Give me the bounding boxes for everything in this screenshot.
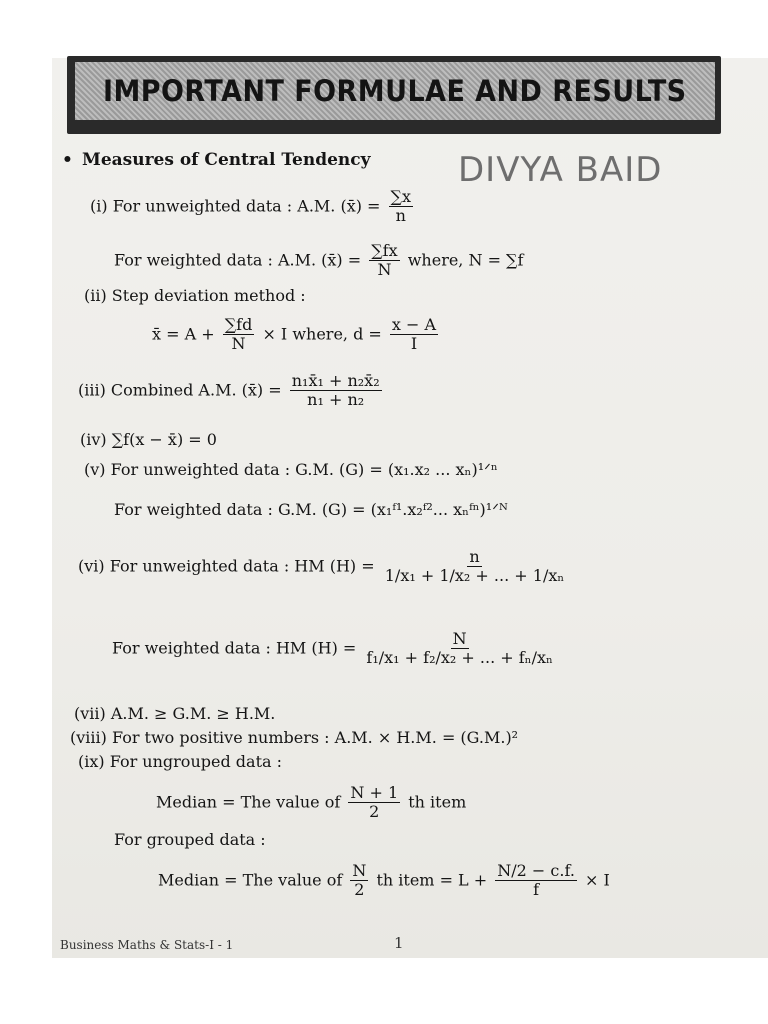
formula-viw-label: For weighted data : HM (H) = [112,638,357,658]
formula-ii [152,316,441,354]
title-banner [67,56,721,134]
fraction-numerator: N [452,629,467,648]
formula-i-label: (i) For unweighted data : A.M. (x̄) = [90,196,381,216]
formula-iii [78,372,385,410]
fraction-denominator: f₁/x₁ + f₂/x₂ + ... + fₙ/xₙ [366,648,553,668]
fraction-numerator: n₁x̄₁ + n₂x̄₂ [291,371,380,390]
formula-vi-weighted [112,630,558,668]
grouped-median-text: Median = The value of [158,870,343,890]
formula-v-weighted: For weighted data : G.M. (G) = (x₁ᶠ¹.x₂ᶠ²... xₙᶠⁿ)¹ᐟᴺ [114,500,508,519]
formula-i-fraction [389,188,413,226]
fraction-denominator: N [231,334,246,354]
formula-viw-fraction [364,630,555,668]
fraction-numerator: N + 1 [350,783,399,802]
fraction-denominator: 1/x₁ + 1/x₂ + ... + 1/xₙ [384,566,565,586]
formula-ix-fraction [348,784,400,822]
formula-ix-label: (ix) For ungrouped data : [78,752,283,771]
watermark: DIVYA BAID [458,150,663,190]
fraction-numerator: N/2 − c.f. [497,861,575,880]
title-banner-inner [75,62,715,120]
page-number: 1 [394,934,404,952]
formula-grouped-median [158,862,610,900]
formula-viii: (viii) For two positive numbers : A.M. × H.M. = (G.M.)² [70,728,519,747]
grouped-tail: × I [585,870,610,890]
formula-vii: (vii) A.M. ≥ G.M. ≥ H.M. [74,704,276,723]
formula-vi-label: (vi) For unweighted data : HM (H) = [78,556,375,576]
fraction-denominator: 2 [369,802,380,822]
section-bullet: • [62,150,73,170]
formula-iw-where: where, N = ∑f [407,250,524,270]
formula-ix-median-text: Median = The value of [156,792,341,812]
page-title: IMPORTANT FORMULAE AND RESULTS [103,74,687,108]
formula-ii-fraction [223,316,255,354]
grouped-main-fraction [495,862,577,900]
fraction-denominator: 2 [354,880,365,900]
fraction-numerator: ∑x [390,187,411,206]
fraction-denominator: f [533,880,540,900]
formula-ii-d-fraction [390,316,438,354]
fraction-numerator: N [352,861,367,880]
formula-v: (v) For unweighted data : G.M. (G) = (x₁.x₂ ... xₙ)¹ᐟⁿ [84,460,498,479]
formula-i-weighted [114,242,523,280]
fraction-denominator: N [377,260,392,280]
fraction-numerator: n [469,547,480,566]
fraction-numerator: x − A [391,315,437,334]
fraction-denominator: n [395,206,406,226]
formula-iii-label: (iii) Combined A.M. (x̄) = [78,380,282,400]
fraction-numerator: ∑fx [371,241,398,260]
grouped-mid: th item = L + [376,870,488,890]
formula-iv: (iv) ∑f(x − x̄) = 0 [80,430,217,449]
formula-iw-label: For weighted data : A.M. (x̄) = [114,250,362,270]
formula-ix-tail: th item [408,792,467,812]
formula-vi-fraction [383,548,567,586]
fraction-denominator: I [410,334,418,354]
formula-vi [78,548,569,586]
formula-ii-lhs: x̄ = A + [152,324,215,344]
footer-left: Business Maths & Stats-I - 1 [60,938,234,952]
fraction-denominator: n₁ + n₂ [307,390,365,410]
grouped-data-label: For grouped data : [114,830,266,849]
formula-i [90,188,416,226]
formula-iw-fraction [369,242,399,280]
formula-ii-mid: × I where, d = [262,324,382,344]
grouped-n-fraction [350,862,368,900]
fraction-numerator: ∑fd [224,315,253,334]
formula-iii-fraction [290,372,382,410]
section-heading: Measures of Central Tendency [82,150,371,170]
formula-ii-label: (ii) Step deviation method : [84,286,306,305]
formula-ix-median [156,784,466,822]
